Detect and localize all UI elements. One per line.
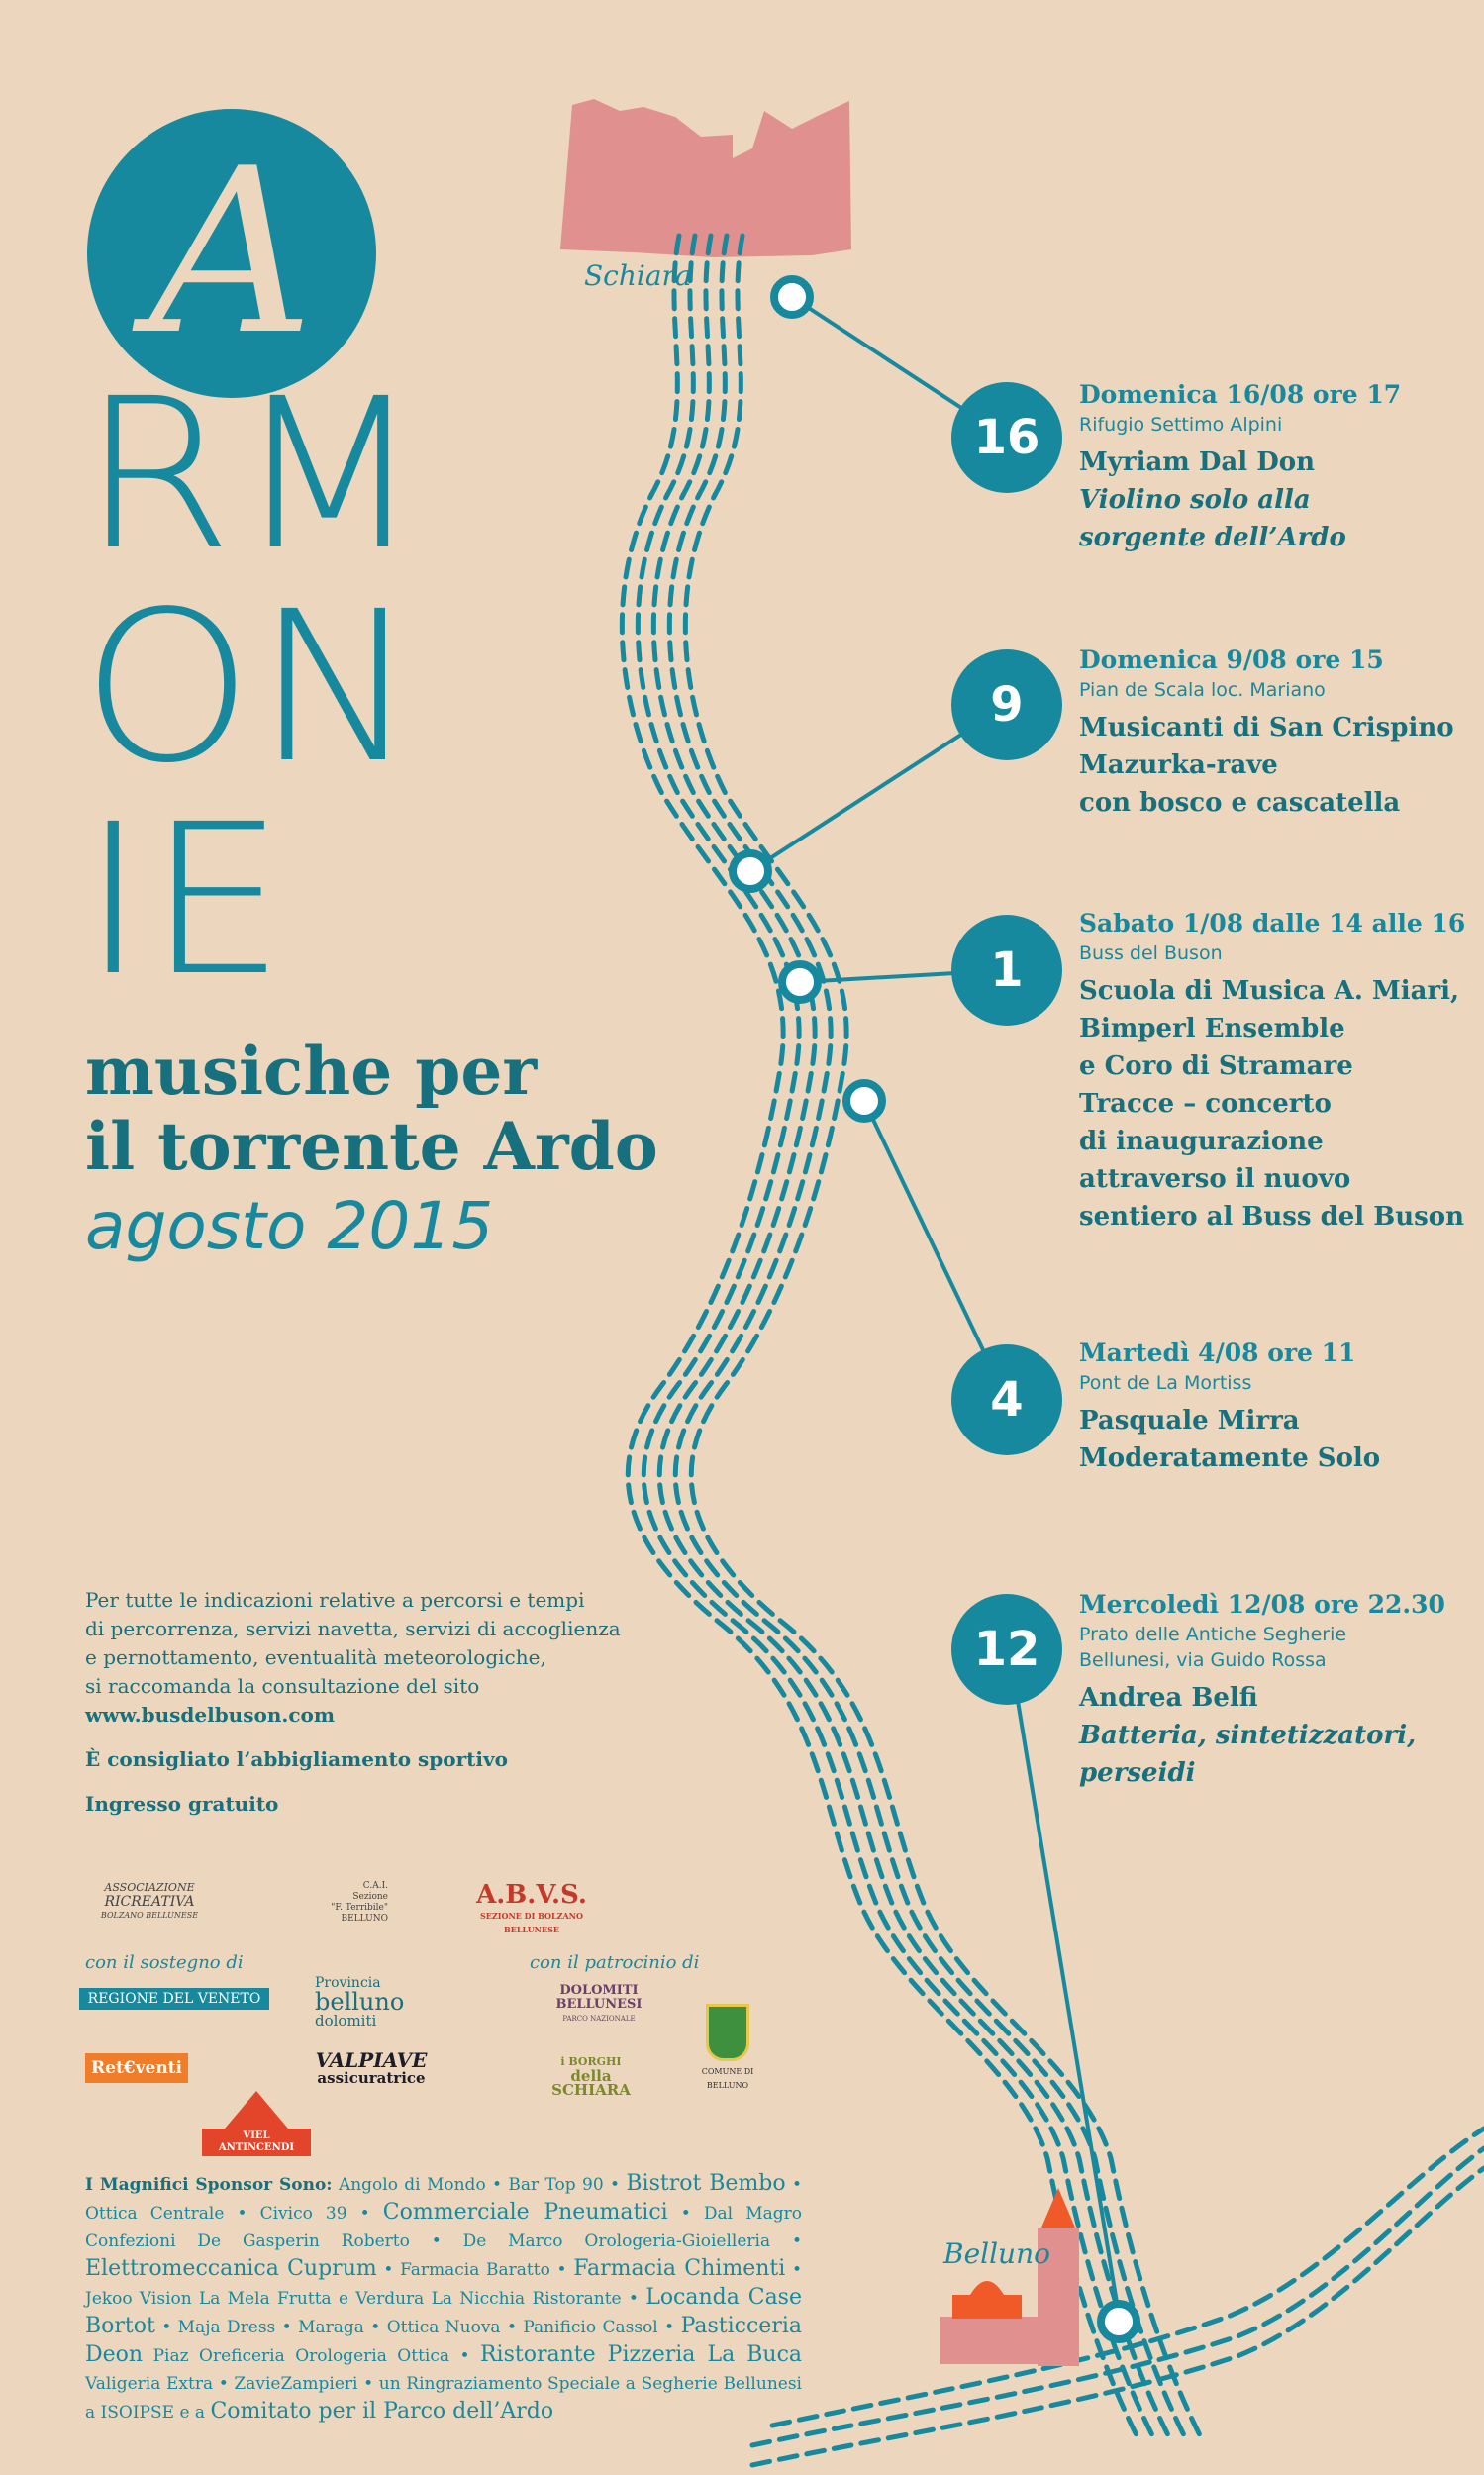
event-line: Andrea Belfi: [1079, 1683, 1258, 1713]
event-line: attraverso il nuovo: [1079, 1164, 1351, 1194]
title-line-3: IE: [81, 779, 288, 1022]
event-number-12: 12: [951, 1594, 1062, 1705]
date-line: agosto 2015: [85, 1188, 494, 1264]
event-4: [1079, 1336, 1475, 1477]
event-place: Pian de Scala loc. Mariano: [1079, 679, 1326, 701]
note-clothing: È consigliato l’abbigliamento sportivo: [85, 1747, 508, 1771]
event-number-4: 4: [951, 1344, 1062, 1455]
website-link[interactable]: www.busdelbuson.com: [85, 1703, 336, 1727]
event-markers: [733, 279, 1137, 2339]
event-line: Mazurka-rave: [1079, 750, 1278, 780]
event-9: [1079, 644, 1475, 822]
subtitle-line-1: musiche per: [85, 1033, 538, 1110]
logo-regione-veneto: REGIONE DEL VENETO: [79, 1988, 269, 2010]
note-free-entry: Ingresso gratuito: [85, 1792, 279, 1816]
title-line-2: ON: [81, 566, 421, 809]
event-line: Myriam Dal Don: [1079, 447, 1315, 477]
mountain-illustration: [560, 99, 851, 257]
event-line: Bimperl Ensemble: [1079, 1014, 1345, 1043]
info-line: di percorrenza, servizi navetta, servizi di accoglienza: [85, 1617, 621, 1640]
logo-comune-belluno: COMUNE DI BELLUNO: [693, 2004, 762, 2093]
triangle-icon: [225, 2091, 288, 2128]
logo-provincia-belluno: Provincia belluno dolomiti: [315, 1975, 405, 2030]
info-line: e pernottamento, eventualità meteorologiche,: [85, 1645, 546, 1669]
logo-reteventi: Ret€venti: [85, 2053, 188, 2083]
event-line: con bosco e cascatella: [1079, 788, 1401, 818]
info-line: Per tutte le indicazioni relative a percorsi e tempi: [85, 1588, 585, 1612]
event-date: Martedì 4/08 ore 11: [1079, 1338, 1356, 1367]
event-1: [1079, 907, 1475, 1236]
event-line: sorgente dell’Ardo: [1079, 523, 1346, 552]
event-line: Moderatamente Solo: [1079, 1443, 1381, 1473]
event-line: Pasquale Mirra: [1079, 1406, 1300, 1436]
event-connectors: [750, 297, 1119, 2315]
place-belluno: Belluno: [943, 2237, 1050, 2270]
event-line: Scuola di Musica A. Miari,: [1079, 976, 1460, 1006]
event-date: Sabato 1/08 dalle 14 alle 16: [1079, 909, 1466, 938]
event-line: Musicanti di San Crispino: [1079, 713, 1454, 742]
logo-abvs: A.B.V.S. SEZIONE DI BOLZANO BELLUNESE: [476, 1880, 587, 1934]
event-number-9: 9: [951, 649, 1062, 760]
event-date: Domenica 9/08 ore 15: [1079, 645, 1384, 674]
info-line: si raccomanda la consultazione del sito: [85, 1674, 480, 1698]
event-12: [1079, 1588, 1475, 1792]
event-date: Domenica 16/08 ore 17: [1079, 380, 1402, 409]
event-line: sentiero al Buss del Buson: [1079, 1202, 1464, 1232]
logo-dolomiti-bellunesi: DOLOMITI BELLUNESI PARCO NAZIONALE: [555, 1983, 643, 2023]
sponsors-block: I Magnifici Sponsor Sono: Angolo di Mondo • Bar Top 90 • Bistrot Bembo • Ottica Centrale • Civico 39 • Commerciale Pneumatici • Dal Magro Confezioni De Gasperin Roberto • De Marco Orologeria-Gioielleria • Elettromeccanica Cuprum • Farmacia Baratto • Farmacia Chimenti • Jekoo Vision La Mela Frutta e Verdura La Nicchia Ristorante • Locanda Case Bortot • Maja Dress • Maraga • Ottica Nuova • Panificio Cassol • Pasticceria Deon Piaz Oreficeria Orologeria Ottica • Ristorante Pizzeria La Buca Valigeria Extra • ZavieZampieri • un Ringraziamento Speciale a Segherie Bellunesi a ISOIPSE e a Comitato per il Parco dell’Ardo: [85, 2171, 803, 2424]
place-schiara: Schiara: [584, 259, 692, 292]
sponsors-intro: I Magnifici Sponsor Sono:: [85, 2175, 333, 2195]
event-16: [1079, 378, 1475, 556]
event-line: Batteria, sintetizzatori,: [1079, 1721, 1417, 1750]
logo-letter: A: [148, 121, 315, 385]
event-place: Prato delle Antiche Segherie: [1079, 1624, 1347, 1645]
info-block: [85, 1586, 640, 1819]
event-line: perseidi: [1079, 1758, 1196, 1788]
logo-cai: C.A.I. Sezione "F. Terribile" BELLUNO: [331, 1881, 388, 1924]
logo-associazione: ASSOCIAZIONE RICREATIVA BOLZANO BELLUNESE: [100, 1881, 199, 1920]
event-number-16: 16: [951, 382, 1062, 493]
patrocinio-label: con il patrocinio di: [530, 1952, 700, 1973]
logo-viel: VIEL ANTINCENDI: [202, 2091, 311, 2156]
event-place-2: Bellunesi, via Guido Rossa: [1079, 1649, 1327, 1671]
logo-valpiave: VALPIAVE assicuratrice: [315, 2048, 428, 2087]
event-line: Violino solo alla: [1079, 485, 1311, 515]
event-line: Tracce – concerto: [1079, 1089, 1332, 1119]
sostegno-label: con il sostegno di: [85, 1952, 244, 1973]
event-place: Buss del Buson: [1079, 942, 1223, 964]
event-line: e Coro di Stramare: [1079, 1051, 1353, 1081]
coat-of-arms-icon: [706, 2004, 749, 2061]
event-number-1: 1: [951, 915, 1062, 1026]
title-line-1: RM: [81, 353, 426, 596]
event-place: Rifugio Settimo Alpini: [1079, 414, 1283, 436]
event-place: Pont de La Mortiss: [1079, 1372, 1252, 1394]
subtitle-line-2: il torrente Ardo: [85, 1108, 658, 1185]
event-line: di inaugurazione: [1079, 1127, 1324, 1156]
event-date: Mercoledì 12/08 ore 22.30: [1079, 1590, 1445, 1619]
logo-borghi-schiara: i BORGHI della SCHIARA: [551, 2055, 631, 2099]
belluno-illustration: [940, 2188, 1079, 2366]
